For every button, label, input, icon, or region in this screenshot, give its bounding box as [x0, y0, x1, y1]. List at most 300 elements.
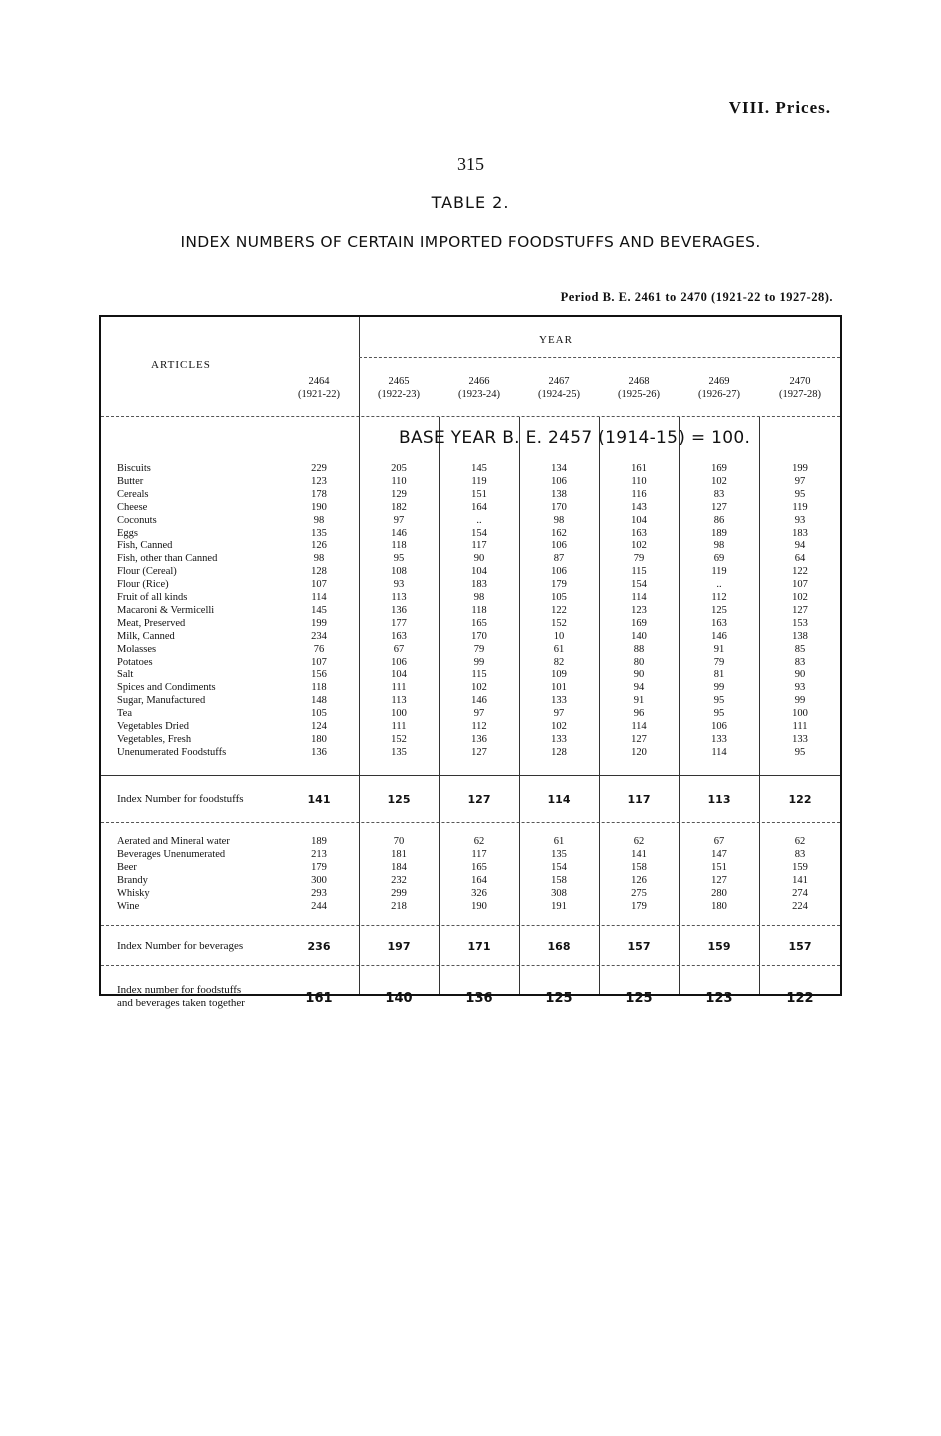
year-header: YEAR — [539, 334, 573, 346]
table-cell: 83 — [794, 656, 806, 668]
column-divider — [439, 417, 440, 994]
table-cell: 183 — [471, 579, 487, 591]
table-cell: 100 — [792, 708, 808, 720]
table-cell: 62 — [633, 836, 645, 847]
table-cell: 184 — [391, 861, 407, 873]
table-cell: 98 — [313, 514, 325, 526]
row-label: Macaroni & Vermicelli — [117, 604, 215, 616]
row-label: Coconuts — [117, 514, 157, 526]
year-column-header — [519, 375, 599, 401]
row-label: Vegetables, Fresh — [117, 733, 192, 745]
table-cell: 106 — [711, 721, 727, 732]
table-cell: 205 — [391, 463, 407, 474]
table-cell: 128 — [311, 566, 327, 578]
table-cell: 180 — [311, 733, 327, 745]
table-cell: 170 — [551, 501, 567, 513]
table-cell: 79 — [473, 643, 485, 655]
year-ad: (1923-24) — [458, 389, 500, 400]
table-cell: 189 — [311, 836, 327, 847]
table-cell: 182 — [391, 501, 407, 513]
table-cell: 95 — [393, 553, 405, 565]
table-cell: 224 — [792, 900, 808, 912]
table-cell: 112 — [471, 721, 487, 732]
table-cell: 140 — [631, 630, 647, 642]
foodstuffs-index-cell: 117 — [627, 793, 651, 806]
table-cell: 177 — [391, 617, 407, 629]
table-cell: 280 — [711, 887, 727, 899]
row-label: Aerated and Mineral water — [117, 836, 230, 847]
table-cell: 133 — [711, 733, 727, 745]
table-cell: 133 — [551, 733, 567, 745]
table-cell: 136 — [471, 733, 487, 745]
table-cell: 118 — [471, 604, 487, 616]
table-cell: 102 — [711, 475, 727, 487]
table-cell: 102 — [551, 721, 567, 732]
year-ad: (1926-27) — [698, 389, 740, 400]
foodstuffs-index-cell: 122 — [788, 793, 812, 806]
table-cell: 141 — [792, 874, 808, 886]
row-label: Butter — [117, 475, 144, 487]
table-cell: 99 — [473, 656, 485, 668]
year-ad: (1922-23) — [378, 389, 420, 400]
year-ad: (1927-28) — [779, 389, 821, 400]
combined-index-label — [117, 984, 245, 1010]
table-cell: 147 — [711, 848, 727, 860]
table-cell: 119 — [711, 566, 727, 578]
table-cell: 154 — [631, 579, 647, 591]
table-cell: 62 — [794, 836, 806, 847]
table-cell: 163 — [711, 617, 727, 629]
table-cell: 64 — [794, 553, 806, 565]
foodstuffs-index-cell: 141 — [307, 793, 331, 806]
page-title: INDEX NUMBERS OF CERTAIN IMPORTED FOODSTUFFS AND BEVERAGES. — [180, 233, 761, 251]
table-cell: 81 — [713, 669, 725, 681]
year-column-header — [760, 375, 840, 401]
table-cell: 95 — [794, 488, 806, 500]
beverages-index-cell: 197 — [387, 940, 411, 953]
table-cell: 156 — [311, 669, 327, 681]
row-label: Meat, Preserved — [117, 617, 186, 629]
table-cell: 244 — [311, 900, 327, 912]
table-cell: 118 — [311, 682, 327, 694]
table-cell: 117 — [471, 848, 487, 860]
table-cell: 87 — [553, 553, 565, 565]
table-cell: .. — [716, 579, 722, 591]
table-cell: 143 — [631, 501, 647, 513]
table-cell: 111 — [792, 721, 808, 732]
row-divider — [101, 925, 840, 926]
year-be: 2465 — [388, 376, 410, 387]
table-cell: 107 — [311, 579, 327, 591]
year-column-header — [599, 375, 679, 401]
combined-index-cell: 123 — [705, 991, 733, 1006]
row-label: Brandy — [117, 874, 148, 886]
table-cell: 234 — [311, 630, 327, 642]
table-cell: 133 — [551, 695, 567, 707]
table-cell: 179 — [551, 579, 567, 591]
table-cell: 138 — [551, 488, 567, 500]
combined-index-cell: 140 — [385, 991, 413, 1006]
table-cell: 141 — [631, 848, 647, 860]
row-label: Milk, Canned — [117, 630, 175, 642]
year-be: 2466 — [468, 376, 490, 387]
table-cell: 123 — [631, 604, 647, 616]
combined-index-label-line1: Index number for foodstuffs — [117, 984, 242, 996]
table-cell: 90 — [473, 553, 485, 565]
table-cell: 91 — [633, 695, 645, 707]
row-label: Fruit of all kinds — [117, 592, 188, 603]
table-cell: 126 — [631, 874, 647, 886]
table-cell: 70 — [393, 836, 405, 847]
year-column-header — [439, 375, 519, 401]
table-cell: 169 — [711, 463, 727, 474]
table-cell: 97 — [393, 514, 405, 526]
table-cell: 135 — [311, 527, 327, 539]
row-divider — [101, 775, 840, 776]
table-cell: 154 — [471, 527, 487, 539]
table-cell: 107 — [311, 656, 327, 668]
table-cell: 109 — [551, 669, 567, 681]
table-cell: 159 — [792, 861, 808, 873]
row-label: Cereals — [117, 488, 149, 500]
table-cell: 199 — [792, 463, 808, 474]
table-cell: 122 — [551, 604, 567, 616]
table-cell: 158 — [551, 874, 567, 886]
row-label: Potatoes — [117, 656, 153, 668]
table-cell: 105 — [551, 592, 567, 603]
table-cell: 189 — [711, 527, 727, 539]
table-cell: 62 — [473, 836, 485, 847]
table-cell: 114 — [631, 592, 647, 603]
row-divider — [101, 965, 840, 966]
table-cell: 300 — [311, 874, 327, 886]
table-cell: 165 — [471, 861, 487, 873]
row-label: Beverages Unenumerated — [117, 848, 226, 860]
row-label: Fish, Canned — [117, 540, 173, 552]
table-cell: 100 — [391, 708, 407, 720]
table-cell: 69 — [713, 553, 725, 565]
row-label: Fish, other than Canned — [117, 553, 218, 565]
row-label: Spices and Condiments — [117, 682, 216, 694]
year-be: 2470 — [789, 376, 811, 387]
table-cell: 179 — [311, 861, 327, 873]
column-divider — [759, 417, 760, 994]
table-cell: 114 — [711, 746, 727, 758]
table-cell: 95 — [713, 708, 725, 720]
year-be: 2464 — [308, 376, 330, 387]
table-cell: 102 — [792, 592, 808, 603]
table-cell: 112 — [711, 592, 727, 603]
table-cell: 274 — [792, 887, 808, 899]
period-caption: Period B. E. 2461 to 2470 (1921-22 to 1927-28). — [560, 290, 833, 304]
table-cell: 106 — [551, 540, 567, 552]
table-cell: 98 — [553, 514, 565, 526]
table-cell: 104 — [631, 514, 647, 526]
table-cell: 127 — [471, 746, 487, 758]
table-cell: 120 — [631, 746, 647, 758]
table-cell: 67 — [393, 643, 405, 655]
table-cell: 163 — [391, 630, 407, 642]
table-cell: 93 — [393, 579, 405, 591]
foodstuffs-index-cell: 125 — [387, 793, 411, 806]
table-cell: 98 — [473, 592, 485, 603]
table-cell: 127 — [631, 733, 647, 745]
table-cell: 135 — [391, 746, 407, 758]
table-cell: 114 — [311, 592, 327, 603]
table-cell: 119 — [792, 501, 808, 513]
year-ad: (1924-25) — [538, 389, 580, 400]
foodstuffs-index-cell: 113 — [707, 793, 731, 806]
year-be: 2468 — [628, 376, 650, 387]
table-cell: 106 — [551, 475, 567, 487]
table-cell: 153 — [792, 617, 808, 629]
table-cell: 126 — [311, 540, 327, 552]
table-cell: 127 — [711, 501, 727, 513]
year-ad: (1925-26) — [618, 389, 660, 400]
table-cell: 94 — [794, 540, 806, 552]
beverages-index-cell: 171 — [467, 940, 491, 953]
table-cell: 67 — [713, 836, 725, 847]
table-label: TABLE 2. — [431, 193, 510, 212]
combined-index-cell: 122 — [786, 991, 814, 1006]
combined-index-cell: 161 — [305, 991, 333, 1006]
index-table — [99, 315, 842, 1009]
table-cell: 178 — [311, 488, 327, 500]
base-year-caption: BASE YEAR B. E. 2457 (1914-15) = 100. — [399, 428, 751, 448]
beverages-index-label: Index Number for beverages — [117, 940, 244, 952]
table-cell: 154 — [551, 861, 567, 873]
table-cell: 104 — [471, 566, 487, 578]
table-cell: .. — [476, 514, 482, 526]
table-cell: 101 — [551, 682, 567, 694]
table-cell: 99 — [713, 682, 725, 694]
table-cell: 190 — [471, 900, 487, 912]
combined-index-cell: 136 — [465, 991, 493, 1006]
table-cell: 164 — [471, 874, 487, 886]
table-cell: 129 — [391, 488, 407, 500]
beverages-index-cell: 159 — [707, 940, 731, 953]
table-cell: 96 — [633, 708, 645, 720]
table-cell: 299 — [391, 887, 407, 899]
table-cell: 97 — [794, 475, 806, 487]
row-label: Unenumerated Foodstuffs — [117, 746, 227, 758]
table-cell: 90 — [633, 669, 645, 681]
articles-header: ARTICLES — [151, 359, 211, 371]
table-cell: 115 — [471, 669, 487, 681]
table-cell: 118 — [391, 540, 407, 552]
table-cell: 181 — [391, 848, 407, 860]
table-cell: 326 — [471, 887, 487, 899]
table-cell: 113 — [391, 592, 407, 603]
table-cell: 98 — [713, 540, 725, 552]
row-label: Wine — [117, 900, 140, 912]
table-cell: 111 — [391, 682, 407, 694]
table-cell: 152 — [391, 733, 407, 745]
table-cell: 98 — [313, 553, 325, 565]
table-cell: 61 — [553, 836, 565, 847]
table-cell: 83 — [794, 848, 806, 860]
table-cell: 88 — [633, 643, 645, 655]
table-cell: 152 — [551, 617, 567, 629]
table-cell: 91 — [713, 643, 725, 655]
row-label: Flour (Rice) — [117, 579, 169, 591]
table-cell: 124 — [311, 721, 327, 732]
column-divider — [519, 417, 520, 994]
combined-index-cell: 125 — [545, 991, 573, 1006]
table-cell: 123 — [311, 475, 327, 487]
table-cell: 146 — [391, 527, 407, 539]
table-cell: 108 — [391, 566, 407, 578]
row-label: Cheese — [117, 501, 148, 513]
combined-index-cell: 125 — [625, 991, 653, 1006]
table-cell: 180 — [711, 900, 727, 912]
table-cell: 133 — [792, 733, 808, 745]
beverages-index-cell: 157 — [788, 940, 812, 953]
year-be: 2467 — [548, 376, 570, 387]
table-cell: 79 — [633, 553, 645, 565]
table-cell: 61 — [553, 643, 565, 655]
table-cell: 117 — [471, 540, 487, 552]
column-divider — [359, 317, 360, 994]
table-cell: 158 — [631, 861, 647, 873]
table-cell: 93 — [794, 682, 806, 694]
combined-index-label-line2: and beverages taken together — [117, 997, 245, 1009]
table-cell: 95 — [794, 746, 806, 758]
row-label: Eggs — [117, 527, 138, 539]
beverages-index-cell: 236 — [307, 940, 331, 953]
table-cell: 76 — [313, 643, 325, 655]
table-cell: 85 — [794, 643, 806, 655]
table-cell: 191 — [551, 900, 567, 912]
table-cell: 115 — [631, 566, 647, 578]
year-column-header — [679, 375, 759, 401]
table-cell: 127 — [792, 604, 808, 616]
table-cell: 95 — [713, 695, 725, 707]
table-cell: 138 — [792, 630, 808, 642]
table-cell: 183 — [792, 527, 808, 539]
table-cell: 102 — [631, 540, 647, 552]
table-cell: 107 — [792, 579, 808, 591]
table-cell: 161 — [631, 463, 647, 474]
table-cell: 148 — [311, 695, 327, 707]
table-cell: 80 — [633, 656, 645, 668]
table-cell: 90 — [794, 669, 806, 681]
table-cell: 146 — [471, 695, 487, 707]
table-cell: 163 — [631, 527, 647, 539]
table-cell: 136 — [391, 604, 407, 616]
table-cell: 83 — [713, 488, 725, 500]
table-cell: 99 — [794, 695, 806, 707]
table-cell: 145 — [311, 604, 327, 616]
table-cell: 125 — [711, 604, 727, 616]
table-cell: 199 — [311, 617, 327, 629]
row-label: Biscuits — [117, 463, 151, 474]
table-cell: 94 — [633, 682, 645, 694]
table-cell: 110 — [631, 475, 647, 487]
table-cell: 116 — [631, 488, 647, 500]
table-cell: 218 — [391, 900, 407, 912]
table-cell: 308 — [551, 887, 567, 899]
table-cell: 165 — [471, 617, 487, 629]
table-cell: 102 — [471, 682, 487, 694]
table-cell: 232 — [391, 874, 407, 886]
row-divider — [101, 416, 840, 417]
year-column-header — [359, 375, 439, 401]
table-cell: 127 — [711, 874, 727, 886]
table-cell: 229 — [311, 463, 327, 474]
row-label: Beer — [117, 861, 137, 873]
table-cell: 105 — [311, 708, 327, 720]
table-cell: 113 — [391, 695, 407, 707]
table-cell: 145 — [471, 463, 487, 474]
table-cell: 97 — [553, 708, 565, 720]
table-cell: 10 — [553, 630, 565, 642]
table-cell: 164 — [471, 501, 487, 513]
foodstuffs-index-label: Index Number for foodstuffs — [117, 793, 244, 805]
foodstuffs-index-cell: 114 — [547, 793, 571, 806]
row-label: Whisky — [117, 887, 150, 899]
table-cell: 293 — [311, 887, 327, 899]
year-ad: (1921-22) — [298, 389, 340, 400]
table-cell: 79 — [713, 656, 725, 668]
beverages-index-cell: 168 — [547, 940, 571, 953]
table-cell: 106 — [551, 566, 567, 578]
table-cell: 110 — [391, 475, 407, 487]
table-cell: 93 — [794, 514, 806, 526]
row-label: Flour (Cereal) — [117, 566, 177, 578]
table-cell: 275 — [631, 887, 647, 899]
table-cell: 128 — [551, 746, 567, 758]
row-label: Tea — [117, 708, 133, 720]
row-divider — [101, 822, 840, 823]
table-cell: 136 — [311, 746, 327, 758]
foodstuffs-index-cell: 127 — [467, 793, 491, 806]
page-number: 315 — [457, 154, 484, 174]
section-header: VIII. Prices. — [728, 98, 831, 117]
column-divider — [679, 417, 680, 994]
table-cell: 82 — [553, 656, 565, 668]
table-cell: 106 — [391, 656, 407, 668]
table-cell: 122 — [792, 566, 808, 578]
year-be: 2469 — [708, 376, 730, 387]
column-divider — [599, 417, 600, 994]
row-label: Vegetables Dried — [117, 721, 190, 732]
row-label: Sugar, Manufactured — [117, 695, 206, 707]
row-label: Molasses — [117, 643, 157, 655]
table-cell: 86 — [713, 514, 725, 526]
beverages-index-cell: 157 — [627, 940, 651, 953]
table-cell: 104 — [391, 669, 407, 681]
table-cell: 135 — [551, 848, 567, 860]
table-cell: 190 — [311, 501, 327, 513]
table-cell: 119 — [471, 475, 487, 487]
table-cell: 170 — [471, 630, 487, 642]
table-cell: 179 — [631, 900, 647, 912]
year-column-header — [279, 375, 359, 401]
table-cell: 97 — [473, 708, 485, 720]
table-cell: 169 — [631, 617, 647, 629]
row-label: Salt — [117, 669, 134, 681]
table-cell: 134 — [551, 463, 567, 474]
table-cell: 151 — [471, 488, 487, 500]
table-cell: 162 — [551, 527, 567, 539]
table-cell: 146 — [711, 630, 727, 642]
table-cell: 111 — [391, 721, 407, 732]
row-divider — [359, 357, 840, 358]
table-cell: 151 — [711, 861, 727, 873]
table-cell: 114 — [631, 721, 647, 732]
table-cell: 213 — [311, 848, 327, 860]
